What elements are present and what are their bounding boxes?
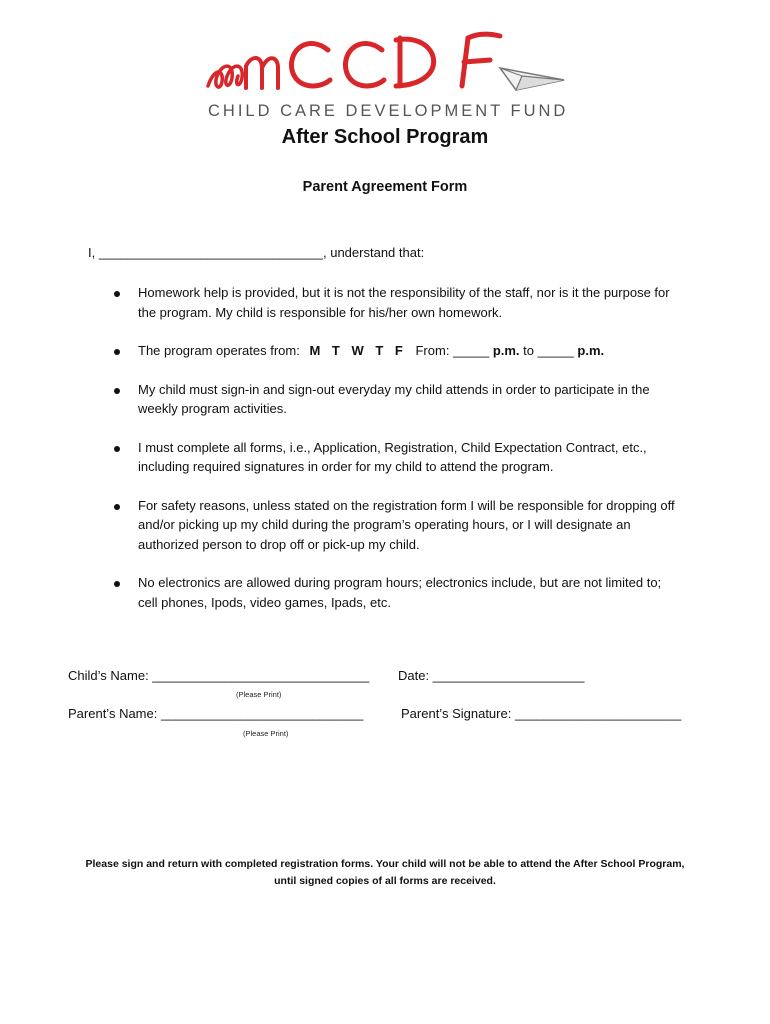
list-item-safety <box>110 496 680 555</box>
list-item-signin <box>110 380 680 419</box>
parent-signature-field[interactable]: Parent’s Signature: _______________________ <box>401 706 682 721</box>
forms-text: I must complete all forms, i.e., Application, Registration, Child Expectation Contract, etc., including required signatures in order for my child to attend the program. <box>138 439 647 474</box>
safety-text: For safety reasons, unless stated on the registration form I will be responsible for dropping off and/or picking up my child during the program’s operating hours, or I will designate an authorized person to drop off or pick-up my child. <box>138 497 675 552</box>
signin-text: My child must sign-in and sign-out everyday my child attends in order to participate in the weekly program activities. <box>138 381 650 416</box>
bullet-icon <box>114 446 120 452</box>
bullet-icon <box>114 291 120 297</box>
form-subtitle: Parent Agreement Form <box>302 179 468 195</box>
operates-pm-1: p.m. <box>492 343 520 358</box>
list-item-operates <box>110 341 680 361</box>
footer-instructions <box>40 856 730 890</box>
form-title: After School Program <box>281 126 489 148</box>
parent-name-blank[interactable]: _______________________________ <box>98 245 323 260</box>
ccdf-logo <box>200 28 580 124</box>
list-item-homework <box>110 283 680 322</box>
child-name-field[interactable]: Child’s Name: ______________________________ <box>68 668 370 683</box>
parent-name-field[interactable]: Parent’s Name: ____________________________ <box>68 706 364 721</box>
intro-prefix: I, <box>88 245 96 260</box>
agreement-list <box>110 283 680 612</box>
homework-text: Homework help is provided, but it is not the responsibility of the staff, nor is it the purpose for the program. My child is responsible for his/her own homework. <box>138 285 670 320</box>
date-field[interactable]: Date: _____________________ <box>398 668 585 683</box>
operates-from[interactable]: From: _____ <box>415 343 490 358</box>
list-item-forms <box>110 438 680 477</box>
child-name-note: (Please Print) <box>236 690 282 699</box>
logo-tagline: CHILD CARE DEVELOPMENT FUND <box>208 102 569 120</box>
electronics-text: No electronics are allowed during program hours; electronics include, but are not limited to; cell phones, Ipods, video games, Ipads, etc. <box>138 575 662 610</box>
ccdf-logo-mark <box>200 28 580 108</box>
bullet-icon <box>114 349 120 355</box>
bullet-icon <box>114 504 120 510</box>
footer-line-2: until signed copies of all forms are received. <box>274 875 496 887</box>
intro-suffix: , understand that: <box>323 245 425 260</box>
list-item-electronics <box>110 573 680 612</box>
operates-pm-2: p.m. <box>577 343 605 358</box>
parent-name-note: (Please Print) <box>243 729 289 738</box>
footer-line-1: Please sign and return with completed registration forms. Your child will not be able to attend the After School Program, <box>85 858 685 870</box>
intro-line <box>88 245 424 260</box>
operates-to[interactable]: to _____ <box>523 343 574 358</box>
bullet-icon <box>114 388 120 394</box>
bullet-icon <box>114 581 120 587</box>
operating-days: M T W T F <box>309 343 404 358</box>
operates-prefix: The program operates from: <box>138 343 300 358</box>
